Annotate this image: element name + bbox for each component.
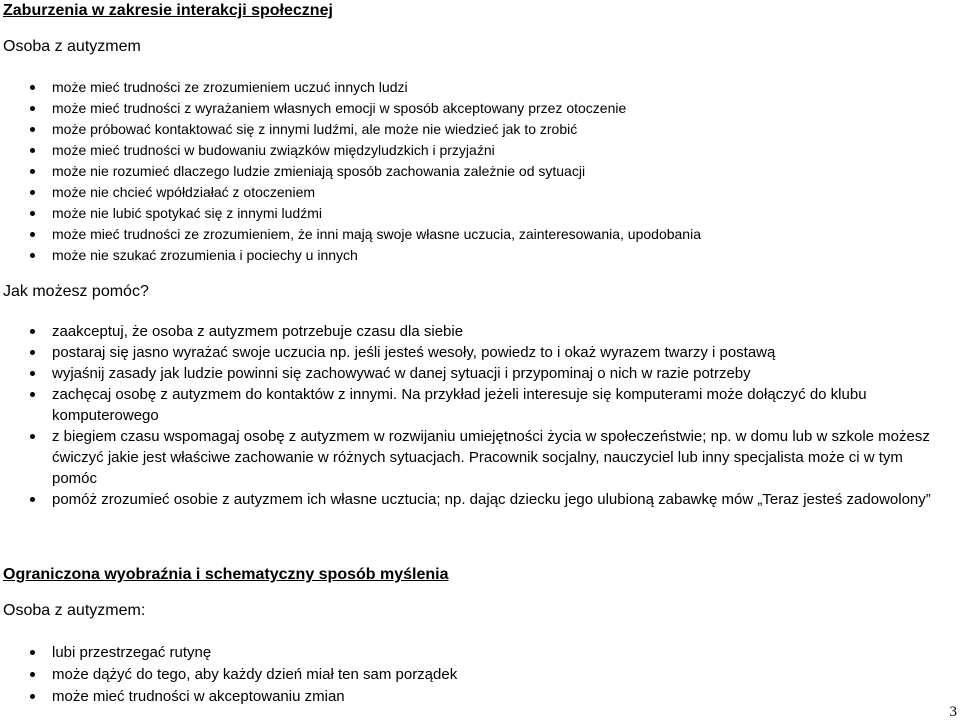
page-number: 3 [949, 704, 957, 720]
list-item: może mieć trudności w budowaniu związków międzyludzkich i przyjaźni [0, 140, 701, 161]
list-item: może próbować kontaktować się z innymi ludźmi, ale może nie wiedzieć jak to zrobić [0, 119, 701, 140]
list-item: może nie rozumieć dlaczego ludzie zmieniają sposób zachowania zależnie od sytuacji [0, 161, 701, 182]
list-item: może mieć trudności ze zrozumieniem, że inni mają swoje własne uczucia, zainteresowania, upodobania [0, 224, 701, 245]
help-list [0, 321, 945, 510]
list-item: może mieć trudności ze zrozumieniem uczuć innych ludzi [0, 77, 701, 98]
list-item: zaakceptuj, że osoba z autyzmem potrzebuje czasu dla siebie [0, 321, 945, 342]
section-subtitle-person-with-autism-2: Osoba z autyzmem: [3, 602, 146, 619]
list-item: postaraj się jasno wyrażać swoje uczucia np. jeśli jesteś wesoły, powiedz to i okaż wyrazem twarzy i postawą [0, 342, 945, 363]
list-item: lubi przestrzegać rutynę [0, 642, 457, 664]
list-item: może nie szukać zrozumienia i pociechy u innych [0, 245, 701, 266]
list-item: pomóż zrozumieć osobie z autyzmem ich własne ucztucia; np. dając dziecku jego ulubioną zabawkę mów „Teraz jesteś zadowolony” [0, 489, 945, 510]
help-heading: Jak możesz pomóc? [3, 283, 149, 300]
list-item: może nie chcieć wpółdziałać z otoczeniem [0, 182, 701, 203]
section-subtitle-person-with-autism: Osoba z autyzmem [3, 38, 141, 55]
list-item: może mieć trudności w akceptowaniu zmian [0, 686, 457, 708]
social-difficulties-list [0, 77, 701, 266]
list-item: zachęcaj osobę z autyzmem do kontaktów z innymi. Na przykład jeżeli interesuje się komputerami może dołączyć do klubu komputerowego [0, 384, 945, 426]
routine-list [0, 642, 457, 708]
list-item: może dążyć do tego, aby każdy dzień miał ten sam porządek [0, 664, 457, 686]
list-item: może nie lubić spotykać się z innymi ludźmi [0, 203, 701, 224]
list-item: może mieć trudności z wyrażaniem własnych emocji w sposób akceptowany przez otoczenie [0, 98, 701, 119]
list-item: z biegiem czasu wspomagaj osobę z autyzmem w rozwijaniu umiejętności życia w społeczeństwie; np. w domu lub w szkole możesz ćwiczyć jakie jest właściwe zachowanie w różnych sytuacjach. Pracownik socjalny, nauczyciel lub inny specjalista może ci w tym pomóc [0, 426, 945, 489]
section-title-social-interaction: Zaburzenia w zakresie interakcji społecznej [3, 2, 333, 19]
list-item: wyjaśnij zasady jak ludzie powinni się zachowywać w danej sytuacji i przypominaj o nich w razie potrzeby [0, 363, 945, 384]
section-title-limited-imagination: Ograniczona wyobraźnia i schematyczny sposób myślenia [3, 566, 449, 583]
